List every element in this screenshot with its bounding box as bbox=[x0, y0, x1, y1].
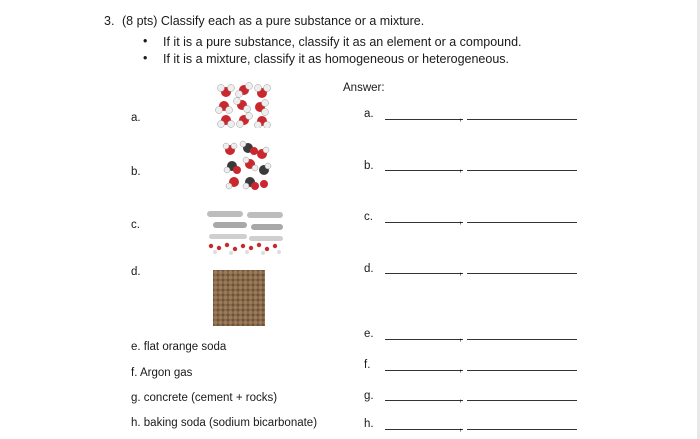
answer-b-blank-2[interactable] bbox=[467, 170, 577, 171]
answer-c-blank-1[interactable] bbox=[385, 222, 463, 223]
answer-g-blank-1[interactable] bbox=[385, 400, 463, 401]
bullet-2: If it is a mixture, classify it as homogeneous or heterogeneous. bbox=[163, 52, 510, 66]
atom-lattice bbox=[213, 270, 265, 326]
answer-a-blank-2[interactable] bbox=[467, 119, 577, 120]
mixed-molecule-cluster bbox=[223, 141, 271, 190]
answer-label-c: c. bbox=[364, 211, 373, 223]
item-g-label: g. concrete (cement + rocks) bbox=[131, 392, 278, 404]
item-b-label: b. bbox=[131, 166, 141, 178]
bullet-dot: • bbox=[143, 51, 148, 65]
answer-separator: , bbox=[459, 362, 463, 374]
answer-a-blank-1[interactable] bbox=[385, 119, 463, 120]
answer-separator: , bbox=[459, 214, 463, 226]
answer-separator: , bbox=[459, 331, 463, 343]
answer-separator: , bbox=[459, 392, 463, 404]
answer-heading: Answer: bbox=[343, 82, 385, 94]
item-h-label: h. baking soda (sodium bicarbonate) bbox=[131, 417, 318, 429]
water-molecule-cluster bbox=[216, 83, 271, 129]
answer-separator: , bbox=[459, 111, 463, 123]
answer-label-d: d. bbox=[364, 263, 374, 275]
answer-separator: , bbox=[459, 265, 463, 277]
answer-h-blank-1[interactable] bbox=[385, 429, 463, 430]
answer-label-b: b. bbox=[364, 160, 374, 172]
answer-separator: , bbox=[459, 421, 463, 433]
molecule-image-c bbox=[203, 208, 287, 256]
item-d-label: d. bbox=[131, 266, 141, 278]
answer-e-blank-2[interactable] bbox=[467, 339, 577, 340]
answer-h-blank-2[interactable] bbox=[467, 429, 577, 430]
answer-label-h: h. bbox=[364, 418, 374, 430]
answer-e-blank-1[interactable] bbox=[385, 339, 463, 340]
bullet-1: If it is a pure substance, classify it as an element or a compound. bbox=[163, 35, 522, 49]
molecule-image-b bbox=[220, 140, 272, 192]
answer-f-blank-2[interactable] bbox=[467, 370, 577, 371]
item-a-label: a. bbox=[131, 112, 141, 124]
hydrocarbon-chains bbox=[207, 211, 283, 255]
molecule-image-d bbox=[213, 270, 265, 326]
answer-label-e: e. bbox=[364, 328, 374, 340]
question-number: 3. bbox=[104, 14, 115, 28]
item-f-label: f. Argon gas bbox=[131, 367, 193, 379]
bullet-dot: • bbox=[143, 34, 148, 48]
answer-d-blank-1[interactable] bbox=[385, 273, 463, 274]
molecule-image-a bbox=[212, 82, 274, 128]
answer-d-blank-2[interactable] bbox=[467, 273, 577, 274]
answer-c-blank-2[interactable] bbox=[467, 222, 577, 223]
answer-label-a: a. bbox=[364, 108, 374, 120]
answer-separator: , bbox=[459, 162, 463, 174]
question-text: (8 pts) Classify each as a pure substance or a mixture. bbox=[122, 14, 425, 28]
answer-f-blank-1[interactable] bbox=[385, 370, 463, 371]
answer-label-f: f. bbox=[364, 359, 371, 371]
answer-g-blank-2[interactable] bbox=[467, 400, 577, 401]
answer-b-blank-1[interactable] bbox=[385, 170, 463, 171]
answer-label-g: g. bbox=[364, 390, 374, 402]
item-c-label: c. bbox=[131, 219, 140, 231]
item-e-label: e. flat orange soda bbox=[131, 341, 227, 353]
